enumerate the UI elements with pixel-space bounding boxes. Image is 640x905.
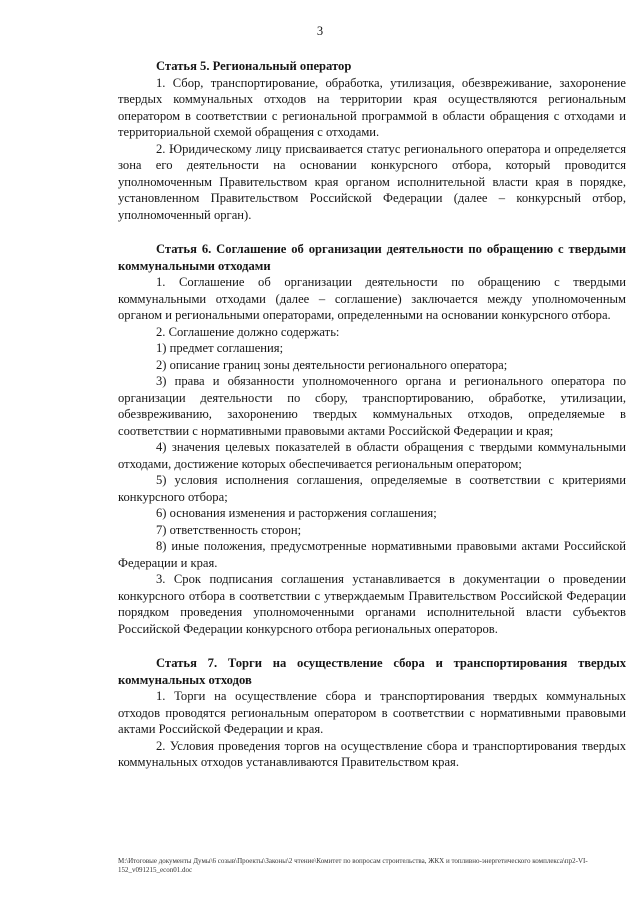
article-5-heading: Статья 5. Региональный оператор xyxy=(156,59,352,73)
article-7-paragraph-2: 2. Условия проведения торгов на осуществление сбора и транспортирования твердых коммунальных отходов устанавливаются Правительством края. xyxy=(118,738,626,769)
article-7-paragraph-1: 1. Торги на осуществление сбора и транспортирования твердых коммунальных отходов проводятся региональным оператором в соответствии с нормативными правовыми актами Российской Федерации и края. xyxy=(118,689,626,736)
article-6-paragraph-1: 1. Соглашение об организации деятельности по обращению с твердыми коммунальными отходами (далее – соглашение) заключается между уполномоченным органом и региональными операторами, определенными на основании конкурсного отбора. xyxy=(118,275,626,322)
article-6-heading: Статья 6. Соглашение об организации деятельности по обращению с твердыми коммунальными отходами xyxy=(118,242,626,273)
article-7-heading: Статья 7. Торги на осуществление сбора и транспортирования твердых коммунальных отходов xyxy=(118,656,626,687)
article-5-paragraph-2: 2. Юридическому лицу присваивается статус регионального оператора и определяется зона его деятельности на основании конкурсного отбора, который проводится уполномоченным Правительством края органом исполнительной власти края в порядке, установленном Правительством Российской Федерации (далее – конкурсный отбор, уполномоченный орган). xyxy=(118,141,626,222)
list-item: 1) предмет соглашения; xyxy=(156,341,284,355)
list-item: 7) ответственность сторон; xyxy=(156,522,302,537)
list-item: 3) права и обязанности уполномоченного органа и регионального оператора по организации деятельности по сбору, транспортированию, обработке, утилизации, обезвреживанию, захоронению твердых коммунальных отходов, определяемые в соответствии с нормативными правовыми актами Российской Федерации и края; xyxy=(118,374,626,438)
list-item: 5) условия исполнения соглашения, определяемые в соответствии с критериями конкурсного отбора; xyxy=(118,473,626,504)
document-body xyxy=(118,58,626,771)
list-item: 6) основания изменения и расторжения соглашения; xyxy=(156,506,437,520)
page-number: 3 xyxy=(316,24,324,38)
list-item: 2) описание границ зоны деятельности регионального оператора; xyxy=(156,357,508,372)
list-item: 4) значения целевых показателей в области обращения с твердыми коммунальными отходами, достижение которых обеспечивается региональным оператором; xyxy=(118,440,626,471)
article-6-paragraph-2: 2. Соглашение должно содержать: xyxy=(156,324,340,339)
article-6-paragraph-3: 3. Срок подписания соглашения устанавливается в документации о проведении конкурсного отбора в соответствии с утверждаемым Правительством Российской Федерации порядком проведения уполномоченными органами исполнительной власти субъектов Российской Федерации конкурсного отбора региональных операторов. xyxy=(118,572,626,636)
file-path-footer: M:\Итоговые документы Думы\6 созыв\Проекты\Законы\2 чтение\Комитет по вопросам строительства, ЖКХ и топливно-энергетического комплекса\пр2-VI-152_v091215_econ01.doc xyxy=(118,857,588,874)
article-5-paragraph-1: 1. Сбор, транспортирование, обработка, утилизация, обезвреживание, захоронение твердых коммунальных отходов на территории края осуществляются региональным оператором в соответствии с региональной программой в области обращения с отходами и территориальной схемой обращения с отходами. xyxy=(118,75,626,139)
list-item: 8) иные положения, предусмотренные нормативными правовыми актами Российской Федерации и края. xyxy=(118,539,626,570)
